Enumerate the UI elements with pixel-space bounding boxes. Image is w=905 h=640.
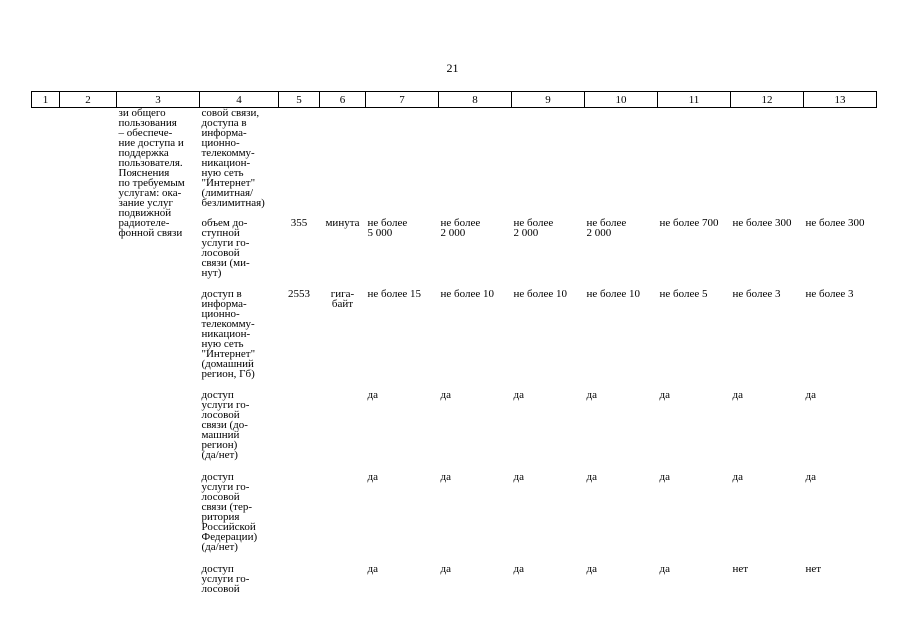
column-header: 8 <box>439 92 512 108</box>
characteristic-cell: доступ в информа- ционно- телекомму- никацион- ную сеть "Интернет" (домашний регион, Гб) <box>201 288 256 380</box>
value-cell <box>804 108 877 219</box>
column-header: 1 <box>32 92 60 108</box>
column-header: 11 <box>658 92 731 108</box>
value-cell: да <box>513 389 524 401</box>
okei-code-cell: 355 <box>290 217 308 229</box>
unit-cell <box>320 472 366 564</box>
value-cell: да <box>659 471 670 483</box>
value-cell: да <box>586 471 597 483</box>
value-cell: не более 300 <box>732 217 792 229</box>
value-cell: да <box>513 563 524 575</box>
characteristic-cell: доступ услуги го- лосовой связи (тер- ритория Российской Федерации) (да/нет) <box>201 471 258 553</box>
characteristic-cell: объем до- ступной услуги го- лосовой связи (ми- нут) <box>201 217 250 279</box>
value-cell: не более 300 <box>805 217 865 229</box>
value-cell: не более 700 <box>659 217 719 229</box>
column-header: 6 <box>320 92 366 108</box>
characteristic-cell: совой связи, доступа в информа- ционно- телекомму- никацион- ную сеть "Интернет" (лимитная/ безлимитная) <box>201 107 265 209</box>
characteristic-cell: доступ услуги го- лосовой <box>201 563 250 595</box>
value-cell: да <box>659 563 670 575</box>
value-cell: да <box>805 389 816 401</box>
unit-cell <box>320 390 366 472</box>
value-cell: не более 2 000 <box>440 217 481 239</box>
value-cell <box>366 108 439 219</box>
value-cell: не более 10 <box>513 288 567 300</box>
value-cell: да <box>367 471 378 483</box>
value-cell: да <box>805 471 816 483</box>
unit-cell: гига- байт <box>330 288 355 310</box>
service-description-cell: зи общего пользования – обеспече- ние доступа и поддержка пользователя. Пояснения по требуемым услугам: ока- зание услуг подвижной радиотеле- фонной связи <box>118 107 185 239</box>
value-cell: да <box>367 563 378 575</box>
cell-col1 <box>32 108 60 625</box>
value-cell: да <box>440 563 451 575</box>
value-cell: нет <box>732 563 749 575</box>
page-number: 21 <box>446 61 459 75</box>
column-header: 7 <box>366 92 439 108</box>
value-cell <box>439 108 512 219</box>
value-cell: да <box>367 389 378 401</box>
unit-cell <box>320 564 366 624</box>
column-header: 9 <box>512 92 585 108</box>
cell-col2 <box>60 108 117 625</box>
value-cell: не более 5 000 <box>367 217 408 239</box>
value-cell: да <box>732 471 743 483</box>
column-number-row <box>32 92 877 108</box>
value-cell: да <box>586 563 597 575</box>
okei-code-cell <box>279 564 320 624</box>
column-header: 4 <box>200 92 279 108</box>
column-header: 10 <box>585 92 658 108</box>
column-header: 5 <box>279 92 320 108</box>
value-cell: да <box>513 471 524 483</box>
value-cell: не более 10 <box>586 288 640 300</box>
column-header: 2 <box>60 92 117 108</box>
value-cell: нет <box>805 563 822 575</box>
value-cell: да <box>659 389 670 401</box>
column-header: 13 <box>804 92 877 108</box>
table-row <box>32 108 877 219</box>
value-cell: не более 3 <box>805 288 854 300</box>
value-cell: не более 3 <box>732 288 781 300</box>
value-cell: да <box>732 389 743 401</box>
value-cell <box>658 108 731 219</box>
value-cell <box>731 108 804 219</box>
unit-cell: минута <box>325 217 360 229</box>
value-cell <box>512 108 585 219</box>
unit-cell <box>320 108 366 219</box>
okei-code-cell <box>279 108 320 219</box>
okei-code-cell <box>279 390 320 472</box>
characteristic-cell: доступ услуги го- лосовой связи (до- машний регион) (да/нет) <box>201 389 250 461</box>
okei-code-cell: 2553 <box>288 288 310 300</box>
column-header: 12 <box>731 92 804 108</box>
value-cell <box>585 108 658 219</box>
requirements-table <box>31 91 877 624</box>
value-cell: не более 2 000 <box>513 217 554 239</box>
value-cell: не более 5 <box>659 288 708 300</box>
value-cell: да <box>440 389 451 401</box>
column-header: 3 <box>117 92 200 108</box>
value-cell: не более 15 <box>367 288 421 300</box>
okei-code-cell <box>279 472 320 564</box>
value-cell: не более 2 000 <box>586 217 627 239</box>
value-cell: не более 10 <box>440 288 494 300</box>
value-cell: да <box>440 471 451 483</box>
value-cell: да <box>586 389 597 401</box>
